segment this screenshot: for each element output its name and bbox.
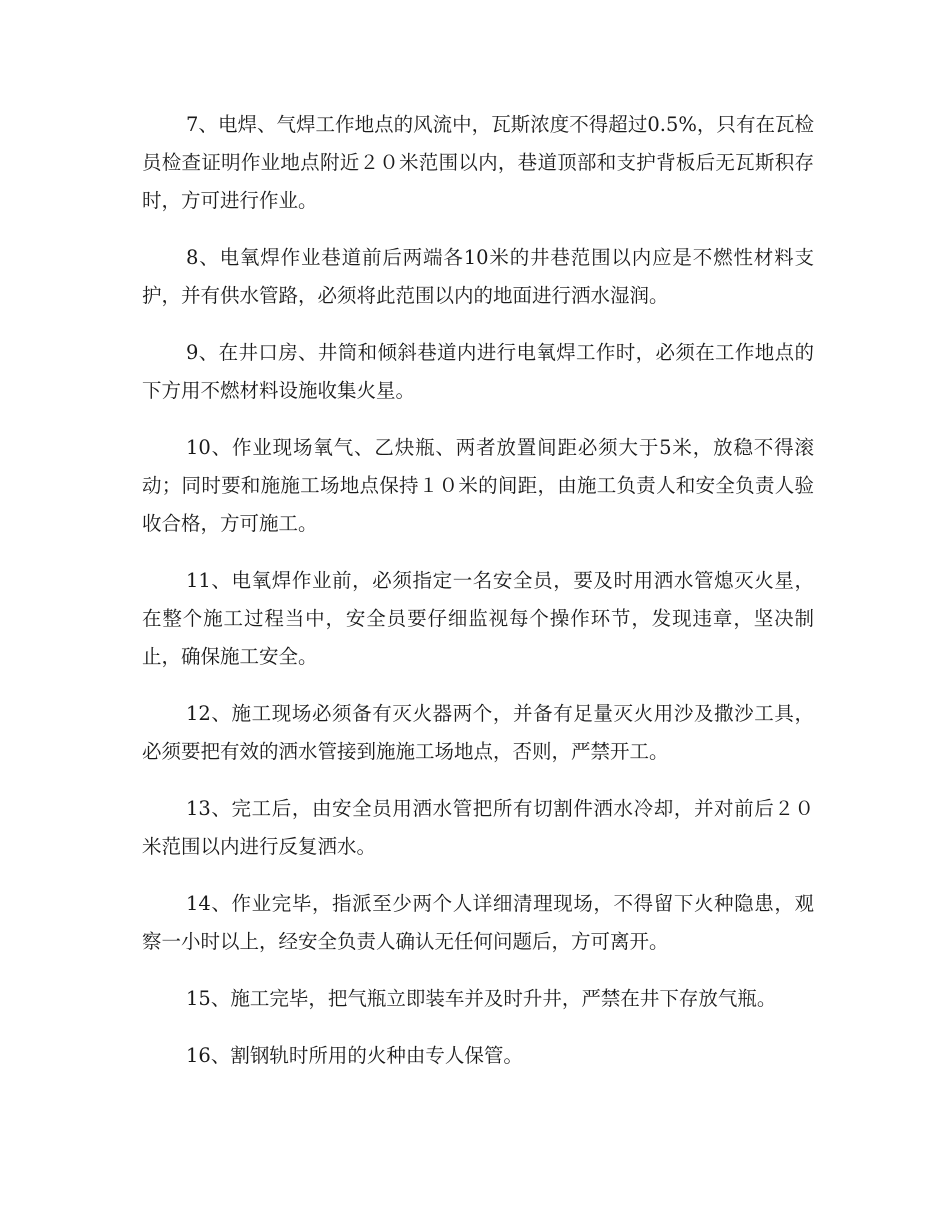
- paragraph-16: 16、割钢轨时所用的火种由专人保管。: [186, 1044, 523, 1067]
- paragraph-7: 7、电焊、气焊工作地点的风流中，瓦斯浓度不得超过0.5%，只有在瓦检员检查证明作业地点附近２０米范围以内，巷道顶部和支护背板后无瓦斯积存时，方可进行作业。: [142, 113, 814, 212]
- paragraph-13: 13、完工后，由安全员用洒水管把所有切割件洒水冷却，并对前后２０米范围以内进行反复洒水。: [142, 797, 814, 858]
- paragraph-8: 8、电氧焊作业巷道前后两端各10米的井巷范围以内应是不燃性材料支护，并有供水管路，必须将此范围以内的地面进行洒水湿润。: [142, 246, 814, 307]
- paragraph-10: 10、作业现场氧气、乙炔瓶、两者放置间距必须大于5米，放稳不得滚动；同时要和施施工场地点保持１０米的间距，由施工负责人和安全负责人验收合格，方可施工。: [142, 436, 814, 535]
- paragraph-14: 14、作业完毕，指派至少两个人详细清理现场，不得留下火种隐患，观察一小时以上，经安全负责人确认无任何问题后，方可离开。: [142, 892, 814, 953]
- document-body: [142, 106, 814, 1094]
- paragraph-12: 12、施工现场必须备有灭火器两个，并备有足量灭火用沙及撒沙工具，必须要把有效的洒水管接到施施工场地点，否则，严禁开工。: [142, 702, 814, 763]
- paragraph-11: 11、电氧焊作业前，必须指定一名安全员，要及时用洒水管熄灭火星，在整个施工过程当中，安全员要仔细监视每个操作环节，发现违章，坚决制止，确保施工安全。: [142, 569, 814, 668]
- paragraph-15: 15、施工完毕，把气瓶立即装车并及时升井，严禁在井下存放气瓶。: [186, 987, 777, 1010]
- paragraph-9: 9、在井口房、井筒和倾斜巷道内进行电氧焊工作时，必须在工作地点的下方用不燃材料设施收集火星。: [142, 341, 814, 402]
